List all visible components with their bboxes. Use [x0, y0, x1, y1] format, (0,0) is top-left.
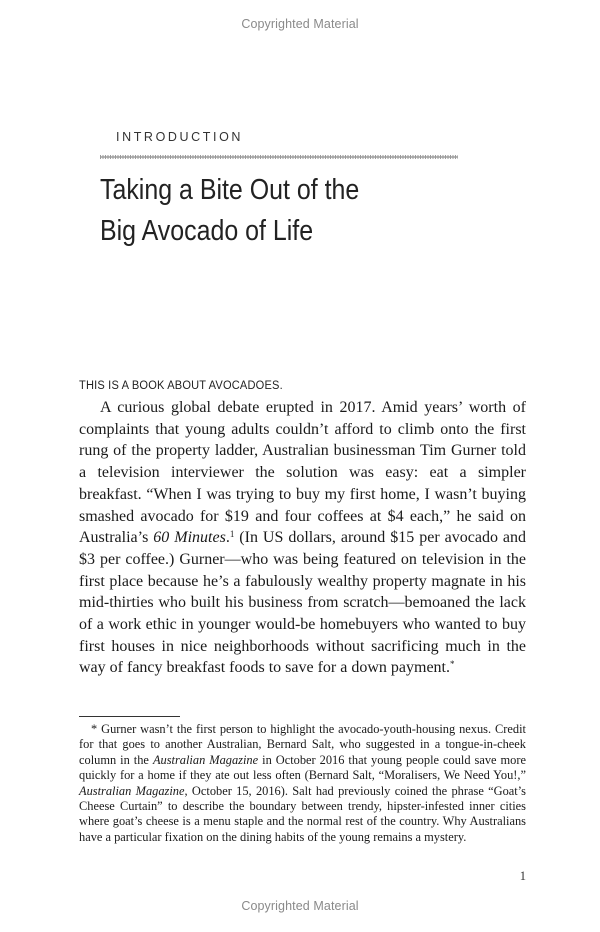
footnote-marker-symbol: *	[91, 722, 98, 736]
decorative-rule	[100, 155, 458, 159]
copyright-watermark-top: Copyrighted Material	[241, 17, 359, 31]
body-text-part-1: A curious global debate erupted in 2017. Amid years’ worth of complaints that young adults couldn’t afford to climb onto the first rung of the property ladder, Australian businessman Tim Gurner told a television interviewer the solution was easy: eat a simpler breakfast. “When I was trying to buy my first home, I wasn’t buying smashed avocado for $19 and four coffees at $4 each,” he said on Australia’s	[79, 399, 526, 547]
chapter-title	[100, 170, 461, 252]
chapter-label: INTRODUCTION	[116, 130, 244, 144]
chapter-title-line-2: Big Avocado of Life	[100, 215, 314, 247]
footnote-rule	[79, 716, 180, 717]
page-number: 1	[519, 869, 526, 883]
footnote-text-part-2: in October 2016 that young people could save more quickly for a home if they ate out less often (Bernard Salt, “Moralisers, We Need You!,”	[79, 752, 526, 783]
footnote	[79, 722, 526, 845]
body-text-part-2: .	[225, 529, 230, 547]
show-title: 60 Minutes	[153, 529, 226, 547]
endnote-marker: 1	[229, 529, 235, 540]
copyright-watermark-bottom: Copyrighted Material	[241, 899, 359, 913]
body-text-part-3: (In US dollars, around $15 per avocado and $3 per coffee.) Gurner—who was being featured on television in the first place because he’s a fabulously wealthy property magnate in his mid-thirties who built his business from scratch—bemoaned the lack of a work ethic in younger would-be homebuyers who wanted to buy first houses in nice neighborhoods without sacrificing much in the way of fancy breakfast foods to save for a down payment.	[79, 529, 527, 677]
body-paragraph	[79, 397, 526, 679]
chapter-title-line-1: Taking a Bite Out of the	[100, 174, 360, 206]
footnote-publication-1: Australian Magazine	[152, 752, 259, 767]
footnote-text-part-1: Gurner wasn’t the first person to highlight the avocado-youth-housing nexus. Credit for that goes to another Australian, Bernard Salt, who suggested in a tongue-in-cheek column in the	[79, 722, 526, 767]
lead-in-text: THIS IS A BOOK ABOUT AVOCADOES.	[79, 378, 283, 392]
footnote-publication-2: Australian Magazine	[79, 783, 185, 798]
footnote-text-part-3: , October 15, 2016). Salt had previously coined the phrase “Goat’s Cheese Curtain” to describe the boundary between trendy, hipster-infested inner cities where goat’s cheese is a menu staple and the normal rest of the country. Why Australians have a particular fixation on the dining habits of the young remains a mystery.	[79, 783, 526, 844]
footnote-marker: *	[449, 659, 455, 670]
